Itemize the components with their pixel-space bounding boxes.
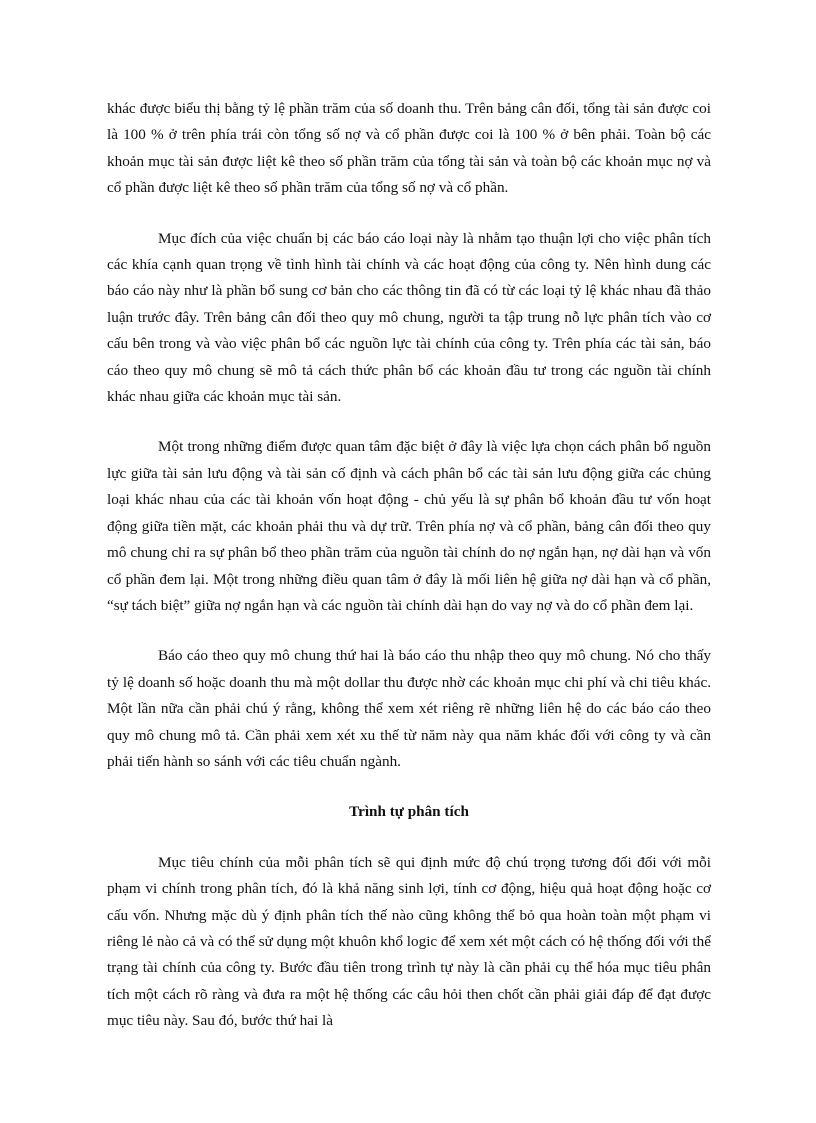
paragraph-analysis-procedure: Mục tiêu chính của mỗi phân tích sẽ qui định mức độ chú trọng tương đối đối với mỗi phạm vi chính trong phân tích, đó là khả năng sinh lợi, tính cơ động, hiệu quả hoạt động hoặc cơ cấu vốn. Nhưng mặc dù ý định phân tích thế nào cũng không thể bỏ qua hoàn toàn một phạm vi riêng lẻ nào cả và có thể sử dụng một khuôn khổ logic để xem xét một cách có hệ thống đối với thể trạng tài chính của công ty. Bước đầu tiên trong trình tự này là cần phải cụ thể hóa mục tiêu phân tích một cách rõ ràng và đưa ra một hệ thống các câu hỏi then chốt cần phải giải đáp để đạt được mục tiêu này. Sau đó, bước thứ hai là (107, 853, 711, 1030)
paragraph-gap (107, 775, 711, 799)
paragraph-income-statement: Báo cáo theo quy mô chung thứ hai là báo cáo thu nhập theo quy mô chung. Nó cho thấy tỷ lệ doanh số hoặc doanh thu mà một dollar thu được nhờ các khoản mục chi phí và chi tiêu khác. Một lần nữa cần phải chú ý rằng, không thể xem xét riêng rẽ những liên hệ do các báo cáo theo quy mô chung mô tả. Cần phải xem xét xu thế từ năm này qua năm khác đối với công ty và cần phải tiến hành so sánh với các tiêu chuẩn ngành. (107, 647, 711, 770)
paragraph-purpose: Mục đích của việc chuẩn bị các báo cáo loại này là nhằm tạo thuận lợi cho việc phân tích các khía cạnh quan trọng về tình hình tài chính và các hoạt động của công ty. Nên hình dung các báo cáo này như là phần bổ sung cơ bản cho các thông tin đã có từ các loại tỷ lệ khác nhau đã thảo luận trước đây. Trên bảng cân đối theo quy mô chung, người ta tập trung nỗ lực phân tích vào cơ cấu bên trong và vào việc phân bổ các nguồn lực tài chính của công ty. Trên phía các tài sản, báo cáo theo quy mô chung sẽ mô tả cách thức phân bổ các khoản đầu tư trong các nguồn tài chính khác nhau giữa các khoản mục tài sản. (107, 229, 711, 406)
paragraph-allocation: Một trong những điểm được quan tâm đặc biệt ở đây là việc lựa chọn cách phân bổ nguồn lực giữa tài sản lưu động và tài sản cố định và cách phân bổ các tài sản lưu động giữa các chủng loại khác nhau của các tài khoản vốn hoạt động - chủ yếu là sự phân bổ khoản đầu tư vốn hoạt động giữa tiền mặt, các khoản phải thu và dự trữ. Trên phía nợ và cổ phần, bảng cân đối theo quy mô chung chỉ ra sự phân bổ theo phần trăm của nguồn tài chính do nợ ngắn hạn, nợ dài hạn và vốn cổ phần đem lại. Một trong những điều quan tâm ở đây là mối liên hệ giữa nợ dài hạn và cổ phần, “sự tách biệt” giữa nợ ngắn hạn và các nguồn tài chính dài hạn do vay nợ và do cổ phần đem lại. (107, 438, 711, 614)
paragraph-gap (107, 202, 711, 226)
paragraph-gap (107, 410, 711, 434)
paragraph-continuation: khác được biểu thị bằng tỷ lệ phần trăm của số doanh thu. Trên bảng cân đối, tổng tài sản được coi là 100 % ở trên phía trái còn tổng số nợ và cổ phần được coi là 100 % ở bên phải. Toàn bộ các khoản mục tài sản được liệt kê theo số phần trăm của tổng tài sản và toàn bộ các khoản mục nợ và cổ phần được liệt kê theo số phần trăm của tổng số nợ và cổ phần. (107, 100, 711, 197)
paragraph-gap (107, 826, 711, 850)
paragraph-gap (107, 619, 711, 643)
section-heading: Trình tự phân tích (349, 803, 469, 821)
document-page (107, 96, 711, 1035)
